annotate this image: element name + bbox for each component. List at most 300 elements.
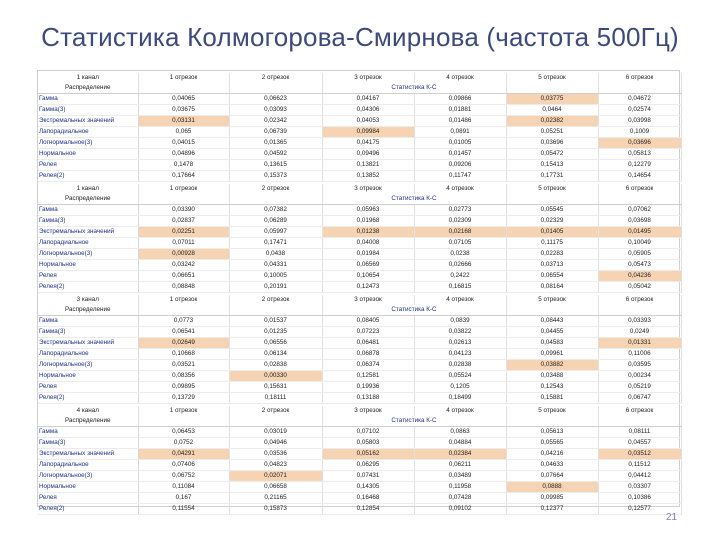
- ks-value-cell: 0,05613: [506, 427, 598, 438]
- statistic-label: Статистика К-С: [322, 416, 506, 427]
- ks-value-cell: 0,11006: [598, 349, 681, 360]
- segment-header: 5 отрезок: [506, 73, 598, 83]
- distribution-name: Гамма(3): [38, 438, 138, 449]
- ks-value-cell: 0,03675: [138, 105, 229, 116]
- ks-value-cell: 0,04896: [138, 149, 229, 160]
- channel-block: [38, 295, 681, 404]
- distribution-name: Гамма(3): [38, 327, 138, 338]
- ks-value-cell: 0,05473: [598, 260, 681, 271]
- empty-cell: [506, 83, 598, 94]
- ks-value-cell: 0,10654: [322, 271, 414, 282]
- ks-value-cell: 0,08405: [322, 316, 414, 327]
- ks-value-cell: 0,12377: [506, 504, 598, 515]
- ks-value-cell: 0,09961: [506, 349, 598, 360]
- ks-value-cell: 0,09206: [414, 160, 506, 171]
- ks-value-cell: 0,07105: [414, 238, 506, 249]
- ks-value-cell: 0,16468: [322, 493, 414, 504]
- ks-value-cell: 0,04216: [506, 449, 598, 460]
- ks-value-cell: 0,07011: [138, 238, 229, 249]
- segment-header-row: [38, 295, 681, 305]
- empty-cell: [229, 194, 322, 205]
- segment-header: 6 отрезок: [598, 73, 681, 83]
- ks-value-cell: 0,04175: [322, 138, 414, 149]
- ks-value-cell: 0,13188: [322, 393, 414, 404]
- ks-value-cell: 0,06211: [414, 460, 506, 471]
- segment-header: 6 отрезок: [598, 295, 681, 305]
- distribution-name: Релея: [38, 160, 138, 171]
- ks-value-cell: 0,13821: [322, 160, 414, 171]
- ks-value-cell: 0,09866: [414, 94, 506, 105]
- ks-value-cell: 0,02838: [414, 360, 506, 371]
- ks-value-cell: 0,02329: [506, 216, 598, 227]
- table-row: [38, 249, 681, 260]
- channel-label: 4 канал: [38, 406, 138, 416]
- ks-value-cell: 0,06289: [229, 216, 322, 227]
- page-number: 21: [666, 512, 678, 523]
- ks-value-cell: 0,12473: [322, 282, 414, 293]
- ks-value-cell: 0,08443: [506, 316, 598, 327]
- ks-value-cell: 0,07223: [322, 327, 414, 338]
- ks-value-cell: 0,01331: [598, 338, 681, 349]
- ks-value-cell: 0,11512: [598, 460, 681, 471]
- ks-value-cell: 0,04291: [138, 449, 229, 460]
- ks-value-cell: 0,06556: [229, 338, 322, 349]
- ks-value-cell: 0,10668: [138, 349, 229, 360]
- table-row: [38, 471, 681, 482]
- empty-cell: [506, 416, 598, 427]
- ks-value-cell: 0,05565: [506, 438, 598, 449]
- ks-value-cell: 0,09102: [414, 504, 506, 515]
- ks-value-cell: 0,15413: [506, 160, 598, 171]
- segment-header: 5 отрезок: [506, 295, 598, 305]
- ks-value-cell: 0,11554: [138, 504, 229, 515]
- table-row: [38, 105, 681, 116]
- ks-value-cell: 0,18111: [229, 393, 322, 404]
- segment-header-row: [38, 406, 681, 416]
- ks-value-cell: 0,0249: [598, 327, 681, 338]
- ks-value-cell: 0,0438: [229, 249, 322, 260]
- ks-value-cell: 0,03882: [506, 360, 598, 371]
- ks-value-cell: 0,06747: [598, 393, 681, 404]
- distribution-label: Распределение: [38, 305, 138, 316]
- segment-header: 6 отрезок: [598, 184, 681, 194]
- distribution-name: Логнормальное(3): [38, 249, 138, 260]
- table-row: [38, 504, 681, 515]
- ks-value-cell: 0,17471: [229, 238, 322, 249]
- distribution-name: Лапорадиальное: [38, 238, 138, 249]
- ks-value-cell: 0,04823: [229, 460, 322, 471]
- ks-value-cell: 0,0888: [506, 482, 598, 493]
- ks-value-cell: 0,15881: [506, 393, 598, 404]
- ks-value-cell: 0,02574: [598, 105, 681, 116]
- ks-value-cell: 0,02382: [506, 116, 598, 127]
- ks-value-cell: 0,065: [138, 127, 229, 138]
- empty-cell: [138, 305, 229, 316]
- ks-value-cell: 0,07431: [322, 471, 414, 482]
- table-row: [38, 94, 681, 105]
- ks-value-cell: 0,10005: [229, 271, 322, 282]
- ks-value-cell: 0,06541: [138, 327, 229, 338]
- channel-block: [38, 406, 681, 515]
- ks-value-cell: 0,2422: [414, 271, 506, 282]
- ks-value-cell: 0,06481: [322, 338, 414, 349]
- segment-header: 5 отрезок: [506, 406, 598, 416]
- segment-header: 4 отрезок: [414, 295, 506, 305]
- ks-value-cell: 0,02251: [138, 227, 229, 238]
- ks-statistics-table: [38, 295, 682, 404]
- distribution-name: Релея(2): [38, 282, 138, 293]
- ks-value-cell: 0,01495: [598, 227, 681, 238]
- ks-value-cell: 0,11175: [506, 238, 598, 249]
- ks-value-cell: 0,01881: [414, 105, 506, 116]
- ks-value-cell: 0,03093: [229, 105, 322, 116]
- distribution-name: Гамма: [38, 316, 138, 327]
- ks-value-cell: 0,02649: [138, 338, 229, 349]
- segment-header: 2 отрезок: [229, 73, 322, 83]
- channel-label: 1 канал: [38, 184, 138, 194]
- distribution-name: Экстремальных значений: [38, 338, 138, 349]
- ks-value-cell: 0,04015: [138, 138, 229, 149]
- ks-value-cell: 0,03489: [414, 471, 506, 482]
- ks-value-cell: 0,18499: [414, 393, 506, 404]
- ks-value-cell: 0,02309: [414, 216, 506, 227]
- ks-value-cell: 0,06453: [138, 427, 229, 438]
- ks-value-cell: 0,04633: [506, 460, 598, 471]
- ks-value-cell: 0,04306: [322, 105, 414, 116]
- distribution-name: Нормальное: [38, 149, 138, 160]
- ks-value-cell: 0,06658: [229, 482, 322, 493]
- ks-statistics-table: [38, 184, 682, 293]
- ks-value-cell: 0,04123: [414, 349, 506, 360]
- ks-value-cell: 0,01405: [506, 227, 598, 238]
- segment-header-row: [38, 73, 681, 83]
- table-row: [38, 349, 681, 360]
- segment-header: 1 отрезок: [138, 295, 229, 305]
- ks-value-cell: 0,03713: [506, 260, 598, 271]
- ks-value-cell: 0,03390: [138, 205, 229, 216]
- segment-header: 2 отрезок: [229, 406, 322, 416]
- ks-value-cell: 0,167: [138, 493, 229, 504]
- distribution-label: Распределение: [38, 83, 138, 94]
- table-row: [38, 460, 681, 471]
- ks-value-cell: 0,11084: [138, 482, 229, 493]
- ks-value-cell: 0,03696: [506, 138, 598, 149]
- ks-value-cell: 0,05545: [506, 205, 598, 216]
- distribution-header-row: [38, 305, 681, 316]
- ks-value-cell: 0,03595: [598, 360, 681, 371]
- ks-value-cell: 0,09985: [506, 493, 598, 504]
- segment-header: 3 отрезок: [322, 184, 414, 194]
- segment-header: 3 отрезок: [322, 73, 414, 83]
- ks-value-cell: 0,07102: [322, 427, 414, 438]
- ks-value-cell: 0,01005: [414, 138, 506, 149]
- ks-value-cell: 0,02168: [414, 227, 506, 238]
- distribution-name: Релея: [38, 271, 138, 282]
- ks-value-cell: 0,04053: [322, 116, 414, 127]
- ks-value-cell: 0,03775: [506, 94, 598, 105]
- segment-header: 4 отрезок: [414, 406, 506, 416]
- ks-value-cell: 0,0238: [414, 249, 506, 260]
- table-row: [38, 338, 681, 349]
- ks-value-cell: 0,05472: [506, 149, 598, 160]
- ks-value-cell: 0,04167: [322, 94, 414, 105]
- empty-cell: [229, 83, 322, 94]
- ks-value-cell: 0,02773: [414, 205, 506, 216]
- ks-value-cell: 0,0464: [506, 105, 598, 116]
- empty-cell: [598, 416, 681, 427]
- distribution-name: Логнормальное(3): [38, 360, 138, 371]
- ks-value-cell: 0,15373: [229, 171, 322, 182]
- ks-value-cell: 0,16815: [414, 282, 506, 293]
- segment-header: 4 отрезок: [414, 184, 506, 194]
- table-row: [38, 216, 681, 227]
- statistic-label: Статистика К-С: [322, 305, 506, 316]
- ks-value-cell: 0,09895: [138, 382, 229, 393]
- ks-value-cell: 0,06569: [322, 260, 414, 271]
- ks-value-cell: 0,03307: [598, 482, 681, 493]
- ks-value-cell: 0,06878: [322, 349, 414, 360]
- ks-value-cell: 0,14305: [322, 482, 414, 493]
- ks-value-cell: 0,1205: [414, 382, 506, 393]
- ks-statistics-table: [38, 406, 682, 515]
- table-row: [38, 205, 681, 216]
- ks-value-cell: 0,03822: [414, 327, 506, 338]
- ks-value-cell: 0,15873: [229, 504, 322, 515]
- table-row: [38, 116, 681, 127]
- ks-value-cell: 0,04331: [229, 260, 322, 271]
- ks-value-cell: 0,19936: [322, 382, 414, 393]
- table-row: [38, 449, 681, 460]
- table-row: [38, 138, 681, 149]
- table-row: [38, 282, 681, 293]
- ks-value-cell: 0,06374: [322, 360, 414, 371]
- table-row: [38, 238, 681, 249]
- ks-value-cell: 0,03019: [229, 427, 322, 438]
- statistics-table-sheet: [37, 70, 680, 513]
- ks-value-cell: 0,06752: [138, 471, 229, 482]
- channel-block: [38, 184, 681, 293]
- ks-value-cell: 0,20191: [229, 282, 322, 293]
- ks-value-cell: 0,09984: [322, 127, 414, 138]
- segment-header-row: [38, 184, 681, 194]
- ks-statistics-table: [38, 73, 682, 182]
- distribution-name: Экстремальных значений: [38, 227, 138, 238]
- ks-value-cell: 0,12279: [598, 160, 681, 171]
- distribution-name: Релея(2): [38, 504, 138, 515]
- empty-cell: [138, 83, 229, 94]
- ks-value-cell: 0,03488: [506, 371, 598, 382]
- ks-value-cell: 0,08164: [506, 282, 598, 293]
- empty-cell: [598, 83, 681, 94]
- ks-value-cell: 0,02283: [506, 249, 598, 260]
- ks-value-cell: 0,07428: [414, 493, 506, 504]
- ks-value-cell: 0,11747: [414, 171, 506, 182]
- ks-value-cell: 0,21165: [229, 493, 322, 504]
- ks-value-cell: 0,0863: [414, 427, 506, 438]
- table-row: [38, 493, 681, 504]
- segment-header: 1 отрезок: [138, 184, 229, 194]
- table-row: [38, 393, 681, 404]
- empty-cell: [138, 416, 229, 427]
- ks-value-cell: 0,0839: [414, 316, 506, 327]
- empty-cell: [229, 305, 322, 316]
- ks-value-cell: 0,07664: [506, 471, 598, 482]
- ks-value-cell: 0,04884: [414, 438, 506, 449]
- table-row: [38, 360, 681, 371]
- segment-header: 2 отрезок: [229, 295, 322, 305]
- ks-value-cell: 0,04583: [506, 338, 598, 349]
- distribution-name: Лапорадиальное: [38, 127, 138, 138]
- ks-value-cell: 0,13615: [229, 160, 322, 171]
- empty-cell: [229, 416, 322, 427]
- ks-value-cell: 0,12581: [322, 371, 414, 382]
- ks-value-cell: 0,03698: [598, 216, 681, 227]
- ks-value-cell: 0,0773: [138, 316, 229, 327]
- distribution-name: Релея: [38, 493, 138, 504]
- segment-header: 5 отрезок: [506, 184, 598, 194]
- ks-value-cell: 0,04412: [598, 471, 681, 482]
- ks-value-cell: 0,06295: [322, 460, 414, 471]
- empty-cell: [506, 305, 598, 316]
- slide-title: Статистика Колмогорова-Смирнова (частота 500Гц): [41, 22, 679, 52]
- distribution-name: Релея: [38, 382, 138, 393]
- table-row: [38, 160, 681, 171]
- ks-value-cell: 0,05219: [598, 382, 681, 393]
- ks-value-cell: 0,07406: [138, 460, 229, 471]
- table-row: [38, 327, 681, 338]
- ks-value-cell: 0,06651: [138, 271, 229, 282]
- segment-header: 1 отрезок: [138, 406, 229, 416]
- ks-value-cell: 0,08111: [598, 427, 681, 438]
- ks-value-cell: 0,08356: [138, 371, 229, 382]
- ks-value-cell: 0,0891: [414, 127, 506, 138]
- ks-value-cell: 0,03131: [138, 116, 229, 127]
- ks-value-cell: 0,01238: [322, 227, 414, 238]
- ks-value-cell: 0,00330: [229, 371, 322, 382]
- ks-value-cell: 0,1009: [598, 127, 681, 138]
- ks-value-cell: 0,05251: [506, 127, 598, 138]
- table-row: [38, 149, 681, 160]
- ks-value-cell: 0,03521: [138, 360, 229, 371]
- ks-value-cell: 0,09496: [322, 149, 414, 160]
- ks-value-cell: 0,01984: [322, 249, 414, 260]
- ks-value-cell: 0,02837: [138, 216, 229, 227]
- statistic-label: Статистика К-С: [322, 83, 506, 94]
- empty-cell: [598, 305, 681, 316]
- distribution-name: Логнормальное(3): [38, 471, 138, 482]
- ks-value-cell: 0,05813: [598, 149, 681, 160]
- ks-value-cell: 0,04557: [598, 438, 681, 449]
- distribution-name: Гамма(3): [38, 216, 138, 227]
- ks-value-cell: 0,12577: [598, 504, 681, 515]
- ks-value-cell: 0,10049: [598, 238, 681, 249]
- ks-value-cell: 0,06739: [229, 127, 322, 138]
- distribution-name: Экстремальных значений: [38, 449, 138, 460]
- table-row: [38, 382, 681, 393]
- ks-value-cell: 0,06623: [229, 94, 322, 105]
- ks-value-cell: 0,05963: [322, 205, 414, 216]
- table-row: [38, 260, 681, 271]
- distribution-name: Релея(2): [38, 393, 138, 404]
- distribution-name: Лапорадиальное: [38, 460, 138, 471]
- table-row: [38, 482, 681, 493]
- ks-value-cell: 0,01235: [229, 327, 322, 338]
- ks-value-cell: 0,0752: [138, 438, 229, 449]
- table-row: [38, 171, 681, 182]
- distribution-label: Распределение: [38, 416, 138, 427]
- ks-value-cell: 0,12854: [322, 504, 414, 515]
- table-row: [38, 227, 681, 238]
- statistic-label: Статистика К-С: [322, 194, 506, 205]
- ks-value-cell: 0,10386: [598, 493, 681, 504]
- segment-header: 1 отрезок: [138, 73, 229, 83]
- distribution-name: Гамма: [38, 94, 138, 105]
- ks-value-cell: 0,02071: [229, 471, 322, 482]
- ks-value-cell: 0,00928: [138, 249, 229, 260]
- segment-header: 4 отрезок: [414, 73, 506, 83]
- table-row: [38, 438, 681, 449]
- ks-value-cell: 0,02838: [229, 360, 322, 371]
- distribution-name: Релея(2): [38, 171, 138, 182]
- ks-value-cell: 0,05803: [322, 438, 414, 449]
- ks-value-cell: 0,03536: [229, 449, 322, 460]
- ks-value-cell: 0,04008: [322, 238, 414, 249]
- distribution-name: Логнормальное(3): [38, 138, 138, 149]
- channel-label: 1 канал: [38, 73, 138, 83]
- ks-value-cell: 0,01537: [229, 316, 322, 327]
- table-row: [38, 371, 681, 382]
- ks-value-cell: 0,04455: [506, 327, 598, 338]
- ks-value-cell: 0,02666: [414, 260, 506, 271]
- ks-value-cell: 0,04592: [229, 149, 322, 160]
- ks-value-cell: 0,01457: [414, 149, 506, 160]
- segment-header: 6 отрезок: [598, 406, 681, 416]
- ks-value-cell: 0,01968: [322, 216, 414, 227]
- table-row: [38, 316, 681, 327]
- distribution-label: Распределение: [38, 194, 138, 205]
- ks-value-cell: 0,02342: [229, 116, 322, 127]
- distribution-name: Нормальное: [38, 482, 138, 493]
- distribution-name: Экстремальных значений: [38, 116, 138, 127]
- empty-cell: [506, 194, 598, 205]
- segment-header: 2 отрезок: [229, 184, 322, 194]
- ks-value-cell: 0,12543: [506, 382, 598, 393]
- ks-value-cell: 0,13852: [322, 171, 414, 182]
- ks-value-cell: 0,01365: [229, 138, 322, 149]
- ks-value-cell: 0,04236: [598, 271, 681, 282]
- distribution-name: Гамма: [38, 205, 138, 216]
- ks-value-cell: 0,1478: [138, 160, 229, 171]
- ks-value-cell: 0,06554: [506, 271, 598, 282]
- ks-value-cell: 0,04946: [229, 438, 322, 449]
- ks-value-cell: 0,08848: [138, 282, 229, 293]
- distribution-header-row: [38, 83, 681, 94]
- ks-value-cell: 0,03998: [598, 116, 681, 127]
- distribution-name: Нормальное: [38, 260, 138, 271]
- table-row: [38, 271, 681, 282]
- ks-value-cell: 0,03696: [598, 138, 681, 149]
- ks-value-cell: 0,05162: [322, 449, 414, 460]
- channel-block: [38, 73, 681, 182]
- ks-value-cell: 0,07382: [229, 205, 322, 216]
- ks-value-cell: 0,11958: [414, 482, 506, 493]
- ks-value-cell: 0,07062: [598, 205, 681, 216]
- ks-value-cell: 0,17664: [138, 171, 229, 182]
- ks-value-cell: 0,05997: [229, 227, 322, 238]
- ks-value-cell: 0,04672: [598, 94, 681, 105]
- ks-value-cell: 0,14654: [598, 171, 681, 182]
- distribution-name: Гамма: [38, 427, 138, 438]
